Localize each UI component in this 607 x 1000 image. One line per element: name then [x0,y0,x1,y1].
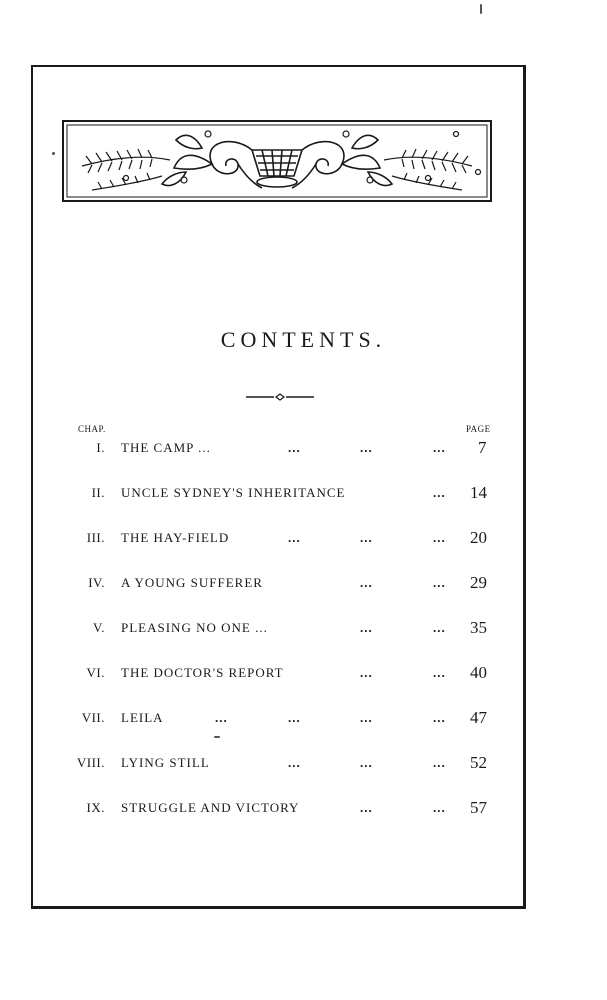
page-number: 35 [470,618,487,637]
dot-leader: ... [433,620,446,635]
chapter-title: LEILA [121,710,164,725]
dot-leader: ... [433,710,446,725]
dot-leader: ... [433,665,446,680]
toc-entry-6[interactable] [0,665,607,689]
chapter-number: I. [96,440,105,455]
dot-leader: ... [360,710,373,725]
contents-title: CONTENTS. [220,327,387,352]
toc-entry-7[interactable] [0,710,607,734]
chapter-number: IX. [86,800,105,815]
dot-leader: ... [360,440,373,455]
toc-entry-8[interactable] [0,755,607,779]
dot-leader: ... [433,575,446,590]
chapter-title: PLEASING NO ONE ... [121,620,268,635]
chapter-title: STRUGGLE AND VICTORY [121,800,300,815]
chapter-number: II. [91,485,105,500]
dot-leader: ... [215,710,228,725]
toc-entry-9[interactable] [0,800,607,824]
toc-entry-1[interactable] [0,440,607,464]
page-number: 47 [470,708,487,727]
floral-headpiece-icon [62,120,492,202]
dot-leader: ... [360,800,373,815]
chapter-title: THE CAMP ... [121,440,211,455]
chapter-number: V. [93,620,105,635]
dot-leader: ... [288,530,301,545]
chapter-title: A YOUNG SUFFERER [121,575,263,590]
dot-leader: ... [433,440,446,455]
chapter-number: III. [86,530,105,545]
page-number: 52 [470,753,487,772]
page-number: 20 [470,528,487,547]
dot-leader: ... [433,800,446,815]
page-column-header: PAGE [466,424,491,434]
dot-leader: ... [288,440,301,455]
title-divider-ornament [246,391,314,403]
chapter-number: VI. [86,665,105,680]
scan-speck [214,736,220,738]
scan-speck [480,4,482,14]
toc-entry-3[interactable] [0,530,607,554]
page-number: 29 [470,573,487,592]
page-number: 40 [470,663,487,682]
dot-leader: ... [433,485,446,500]
chapter-title: THE DOCTOR'S REPORT [121,665,284,680]
dot-leader: ... [433,530,446,545]
dot-leader: ... [360,755,373,770]
dot-leader: ... [433,755,446,770]
toc-entry-4[interactable] [0,575,607,599]
chapter-column-header: CHAP. [78,424,106,434]
dot-leader: ... [360,620,373,635]
chapter-number: VII. [81,710,105,725]
toc-entry-2[interactable] [0,485,607,509]
chapter-title: THE HAY-FIELD [121,530,230,545]
dot-leader: ... [288,710,301,725]
dot-leader: ... [360,530,373,545]
scan-speck [52,152,55,155]
page-number: 57 [470,798,487,817]
chapter-number: VIII. [76,755,105,770]
dot-leader: ... [288,755,301,770]
chapter-number: IV. [88,575,105,590]
chapter-title: LYING STILL [121,755,210,770]
dot-leader: ... [360,665,373,680]
dot-leader: ... [360,575,373,590]
page-number: 14 [470,483,487,502]
chapter-title: UNCLE SYDNEY'S INHERITANCE [121,485,346,500]
toc-entry-5[interactable] [0,620,607,644]
page-number: 7 [478,438,487,457]
